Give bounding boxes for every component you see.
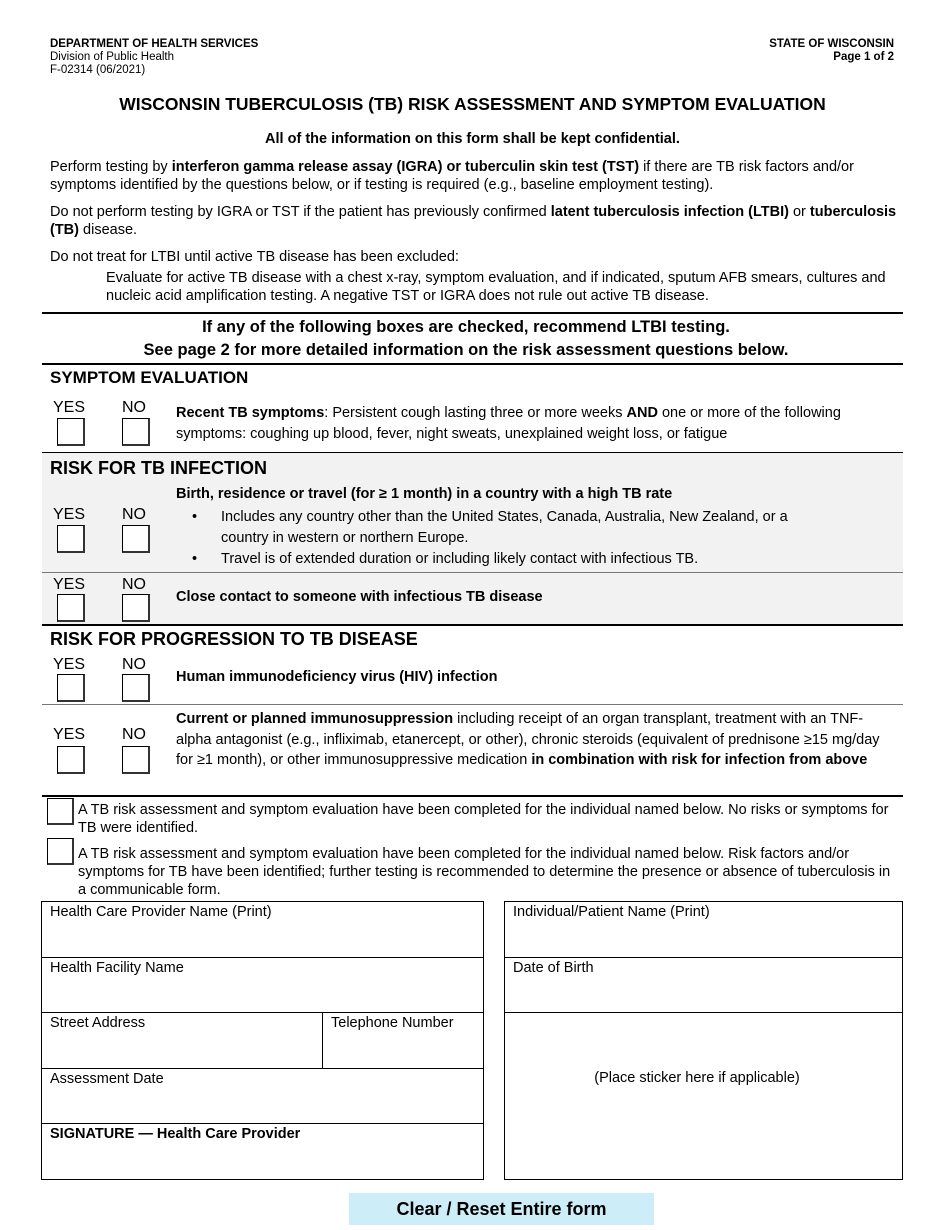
intro-paragraph-1: Perform testing by interferon gamma release assay (IGRA) or tuberculin skin test (TST) if there are TB risk factors and/or symptoms identified by the questions below, or if testing is required (e.g., baseline employment testing). — [50, 159, 854, 193]
street-address-field — [42, 1013, 323, 1069]
header-left — [50, 38, 258, 77]
high-tb-country-no-checkbox[interactable] — [122, 525, 150, 553]
signature-input[interactable] — [50, 1157, 475, 1175]
yes-label: YES — [53, 506, 86, 523]
divider — [42, 704, 903, 705]
list-item: • Includes any country other than the United States, Canada, Australia, New Zealand, or a country in western or northern Europe. — [176, 507, 836, 549]
date-of-birth-input[interactable] — [513, 990, 894, 1008]
telephone-label: Telephone Number — [331, 1015, 454, 1031]
signature-label: SIGNATURE — Health Care Provider — [50, 1126, 301, 1142]
street-address-input[interactable] — [50, 1046, 314, 1064]
page-number: Page 1 of 2 — [833, 51, 894, 63]
date-of-birth-field — [505, 958, 902, 1013]
symptoms-yes-checkbox[interactable] — [57, 418, 85, 446]
hiv-question: Human immunodeficiency virus (HIV) infection — [176, 669, 498, 685]
symptoms-question: Recent TB symptoms: Persistent cough lasting three or more weeks AND one or more of the following symptoms: coughing up blood, fever, night sweats, unexplained weight loss, or fatigue — [176, 405, 841, 442]
patient-name-field — [505, 902, 902, 958]
assessment-date-field — [42, 1069, 483, 1124]
sticker-placeholder: (Place sticker here if applicable) — [594, 1070, 800, 1086]
yes-label: YES — [53, 576, 86, 593]
banner-line-1: If any of the following boxes are checked, recommend LTBI testing. — [202, 318, 730, 336]
no-label: NO — [122, 726, 146, 743]
yes-label: YES — [53, 726, 86, 743]
banner-line-2: See page 2 for more detailed information on the risk assessment questions below. — [143, 341, 789, 359]
telephone-field — [323, 1013, 483, 1069]
form-title: WISCONSIN TUBERCULOSIS (TB) RISK ASSESSMENT AND SYMPTOM EVALUATION — [119, 94, 826, 114]
close-contact-question: Close contact to someone with infectious TB disease — [176, 589, 543, 605]
list-item: • Travel is of extended duration or including likely contact with infectious TB. — [176, 549, 836, 570]
provider-name-field — [42, 902, 483, 958]
divider — [42, 363, 903, 365]
close-contact-yes-checkbox[interactable] — [57, 594, 85, 622]
patient-name-label: Individual/Patient Name (Print) — [513, 904, 710, 920]
divider — [42, 795, 903, 797]
department-name: DEPARTMENT OF HEALTH SERVICES — [50, 38, 259, 50]
high-tb-country-yes-checkbox[interactable] — [57, 525, 85, 553]
immunosuppression-question: Current or planned immunosuppression including receipt of an organ transplant, treatment with an TNF-alpha antagonist (e.g., infliximab, etanercept, or other), chronic steroids (equivalent of prednisone ≥15 mg/day for ≥1 month), or other immunosuppressive medication in combination with risk for infection from above — [176, 711, 880, 768]
facility-name-input[interactable] — [50, 990, 475, 1008]
intro-indent-paragraph: Evaluate for active TB disease with a chest x-ray, symptom evaluation, and if indicated, sputum AFB smears, cultures and nucleic acid amplification testing. A negative TST or IGRA does not rule out active TB disease. — [106, 270, 886, 304]
date-of-birth-label: Date of Birth — [513, 960, 594, 976]
facility-name-field — [42, 958, 483, 1013]
no-label: NO — [122, 506, 146, 523]
no-label: NO — [122, 576, 146, 593]
no-label: NO — [122, 656, 146, 673]
yes-label: YES — [53, 656, 86, 673]
signature-field — [42, 1124, 483, 1179]
infection-q1-title: Birth, residence or travel (for ≥ 1 month) in a country with a high TB rate — [176, 486, 673, 502]
intro-paragraph-2: Do not perform testing by IGRA or TST if the patient has previously confirmed latent tuberculosis infection (LTBI) or tuberculosis (TB) disease. — [50, 204, 897, 238]
immunosuppression-no-checkbox[interactable] — [122, 746, 150, 774]
facility-name-label: Health Facility Name — [50, 960, 184, 976]
divider — [42, 452, 903, 453]
provider-name-input[interactable] — [50, 935, 475, 953]
close-contact-no-checkbox[interactable] — [122, 594, 150, 622]
infection-heading: RISK FOR TB INFECTION — [50, 458, 267, 478]
risk-statement: A TB risk assessment and symptom evaluation have been completed for the individual named below. Risk factors and/or symptoms for TB have been identified; further testing is recommended to determine the presence or absence of tuberculosis in a communicable form. — [78, 846, 891, 898]
hiv-no-checkbox[interactable] — [122, 674, 150, 702]
progression-heading: RISK FOR PROGRESSION TO TB DISEASE — [50, 629, 418, 649]
form-number: F-02314 (06/2021) — [50, 64, 146, 76]
confidential-notice: All of the information on this form shall be kept confidential. — [265, 131, 680, 147]
division-name: Division of Public Health — [50, 51, 175, 63]
divider — [42, 572, 903, 573]
state-name: STATE OF WISCONSIN — [769, 38, 894, 50]
patient-name-input[interactable] — [513, 935, 894, 953]
divider — [42, 312, 903, 314]
yes-label: YES — [53, 399, 86, 416]
immunosuppression-yes-checkbox[interactable] — [57, 746, 85, 774]
hiv-yes-checkbox[interactable] — [57, 674, 85, 702]
divider — [42, 624, 903, 626]
header-right — [769, 38, 894, 64]
assessment-date-input[interactable] — [50, 1101, 475, 1119]
no-label: NO — [122, 399, 146, 416]
infection-q1-bullets — [176, 507, 836, 570]
clear-reset-form-button[interactable]: Clear / Reset Entire form — [349, 1193, 654, 1225]
no-risk-statement: A TB risk assessment and symptom evaluation have been completed for the individual named below. No risks or symptoms for TB were identified. — [78, 802, 889, 836]
intro-paragraph-3: Do not treat for LTBI until active TB disease has been excluded: — [50, 249, 459, 265]
symptoms-no-checkbox[interactable] — [122, 418, 150, 446]
street-address-label: Street Address — [50, 1015, 146, 1031]
telephone-input[interactable] — [331, 1046, 475, 1064]
provider-name-label: Health Care Provider Name (Print) — [50, 904, 272, 920]
risk-identified-checkbox[interactable] — [47, 838, 74, 865]
assessment-date-label: Assessment Date — [50, 1071, 164, 1087]
no-risk-identified-checkbox[interactable] — [47, 798, 74, 825]
symptom-heading: SYMPTOM EVALUATION — [50, 368, 249, 387]
